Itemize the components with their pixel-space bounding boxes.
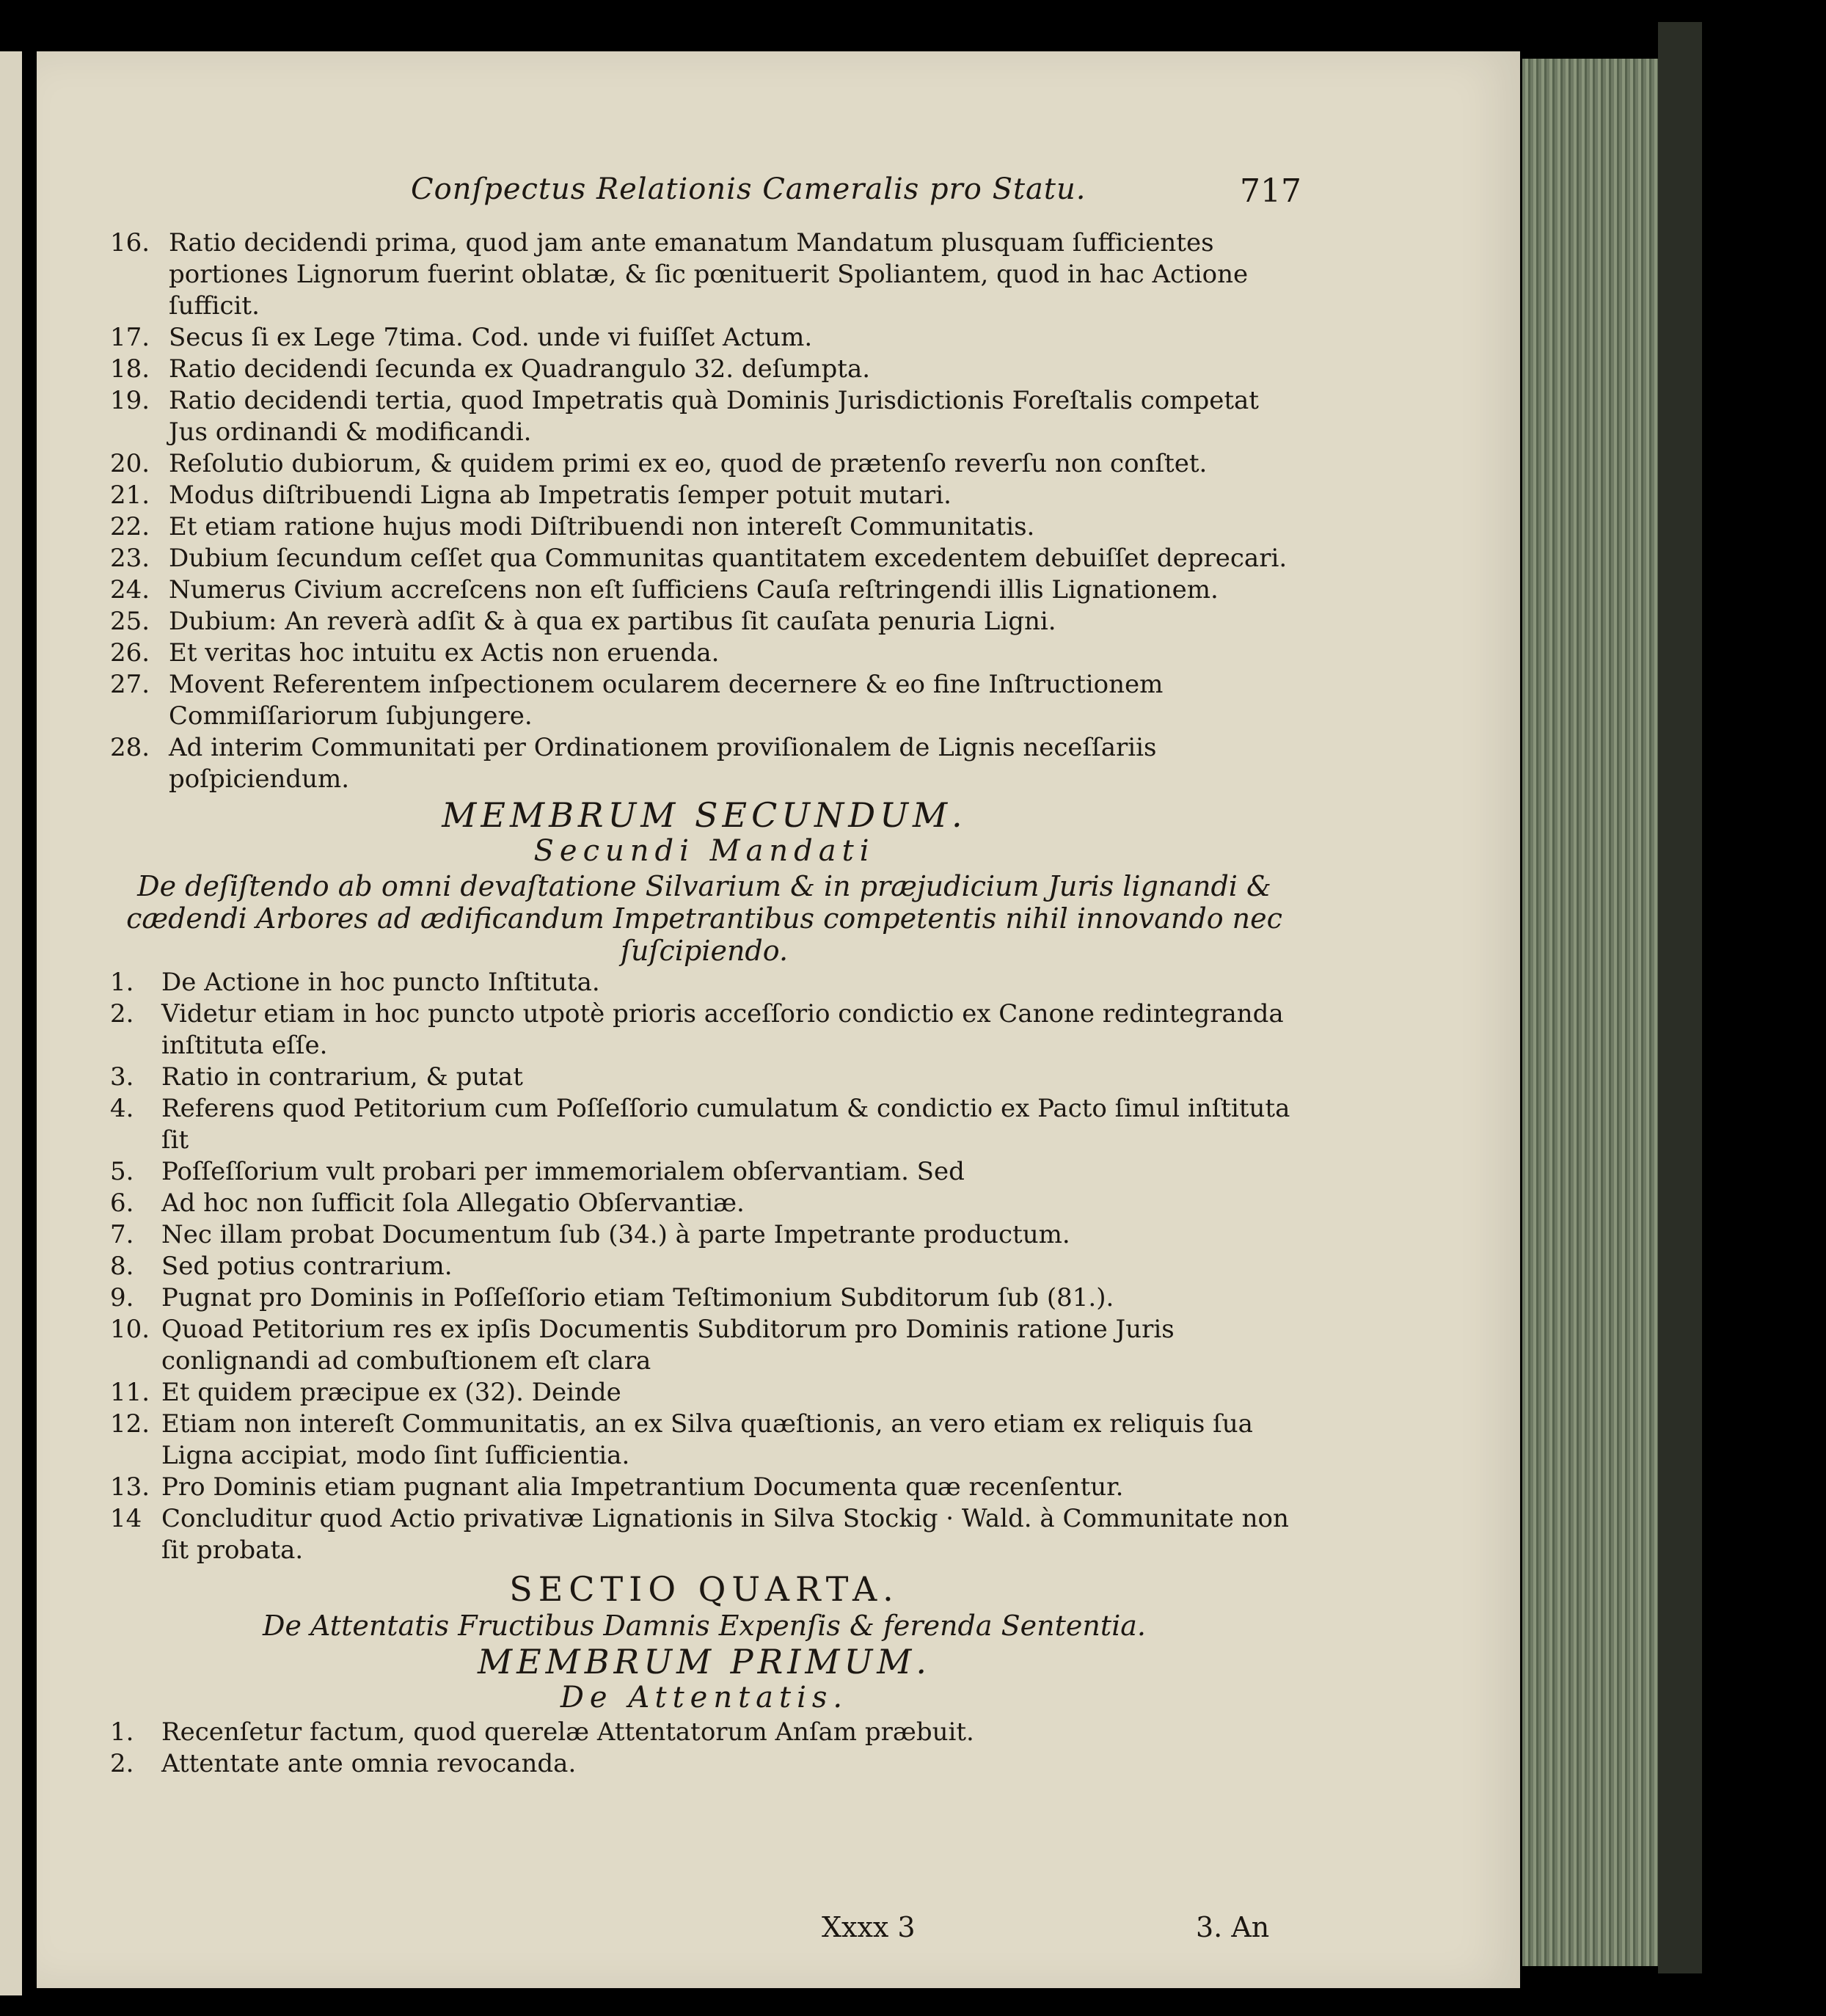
item-number: 6. bbox=[110, 1188, 134, 1218]
item-number: 27. bbox=[110, 670, 150, 699]
item-number: 14 bbox=[110, 1504, 142, 1533]
list-item bbox=[110, 1188, 1299, 1219]
page-number: 717 bbox=[1240, 172, 1301, 210]
item-text: Attentate ante omnia revocanda. bbox=[161, 1749, 577, 1778]
page-body bbox=[110, 227, 1299, 1780]
item-number: 17. bbox=[110, 323, 150, 352]
membrum-secundum-heading: MEMBRUM SECUNDUM. bbox=[442, 795, 967, 835]
list-item bbox=[110, 511, 1299, 543]
list-item bbox=[110, 574, 1299, 606]
list-item bbox=[110, 543, 1299, 574]
item-text: Pro Dominis etiam pugnant alia Impetrantium Documenta quæ recenſentur. bbox=[161, 1472, 1124, 1502]
item-number: 8. bbox=[110, 1252, 134, 1281]
list-item bbox=[110, 227, 1299, 322]
item-text: Ratio decidendi tertia, quod Impetratis quà Dominis Jurisdictionis Foreſtalis competat Jus ordinandi & modificandi. bbox=[169, 386, 1259, 447]
item-number: 13. bbox=[110, 1472, 150, 1502]
item-text: Dubium ſecundum ceſſet qua Communitas quantitatem excedentem debuiſſet deprecari. bbox=[169, 544, 1288, 573]
membrum-primum-list bbox=[110, 227, 1299, 795]
item-text: Recenſetur factum, quod querelæ Attentatorum Anſam præbuit. bbox=[161, 1717, 974, 1747]
sectio-quarta-heading: SECTIO QUARTA. bbox=[509, 1569, 899, 1609]
item-text: Ad hoc non ſufficit ſola Allegatio Obſervantiæ. bbox=[161, 1188, 745, 1218]
left-page-edge bbox=[0, 51, 22, 1995]
list-item bbox=[110, 354, 1299, 385]
list-item bbox=[110, 1503, 1299, 1566]
item-text: Ratio decidendi prima, quod jam ante emanatum Mandatum plusquam ſufficientes portiones Lignorum fuerint oblatæ, & ſic pœnituerit Spoliantem, quod in hac Actione ſufficit. bbox=[169, 228, 1249, 321]
list-item bbox=[110, 967, 1299, 998]
sectio-subheading: De Attentatis. bbox=[560, 1681, 849, 1714]
list-item bbox=[110, 1251, 1299, 1282]
list-item bbox=[110, 322, 1299, 354]
item-text: Referens quod Petitorium cum Poſſeſſorio cumulatum & condictio ex Pacto ſimul inſtituta ſit bbox=[161, 1094, 1290, 1155]
list-item bbox=[110, 606, 1299, 638]
item-text: Dubium: An reverà adſit & à qua ex partibus ſit cauſata penuria Ligni. bbox=[169, 607, 1056, 636]
list-item bbox=[110, 732, 1299, 795]
item-number: 4. bbox=[110, 1094, 134, 1123]
item-number: 10. bbox=[110, 1315, 150, 1344]
item-text: De Actione in hoc puncto Inſtituta. bbox=[161, 968, 600, 997]
list-item bbox=[110, 1409, 1299, 1472]
item-number: 1. bbox=[110, 1717, 134, 1747]
list-item bbox=[110, 385, 1299, 448]
signature-mark: Xxxx 3 bbox=[822, 1911, 916, 1943]
running-head: Conſpectus Relationis Cameralis pro Statu. bbox=[411, 172, 1087, 206]
list-item bbox=[110, 998, 1299, 1062]
item-text: Nec illam probat Documentum ſub (34.) à parte Impetrante productum. bbox=[161, 1220, 1070, 1249]
item-text: Poſſeſſorium vult probari per immemorialem obſervantiam. Sed bbox=[161, 1157, 965, 1186]
item-text: Modus diſtribuendi Ligna ab Impetratis ſemper potuit mutari. bbox=[169, 481, 952, 510]
item-number: 16. bbox=[110, 228, 150, 258]
item-number: 25. bbox=[110, 607, 150, 636]
item-text: Reſolutio dubiorum, & quidem primi ex eo, quod de prætenſo reverſu non conſtet. bbox=[169, 449, 1208, 478]
book-cover bbox=[1658, 22, 1702, 1973]
item-number: 5. bbox=[110, 1157, 134, 1186]
list-item bbox=[110, 1156, 1299, 1188]
item-number: 2. bbox=[110, 1749, 134, 1778]
item-number: 26. bbox=[110, 638, 150, 668]
item-number: 3. bbox=[110, 1062, 134, 1092]
item-number: 12. bbox=[110, 1409, 150, 1439]
item-text: Et quidem præcipue ex (32). Deinde bbox=[161, 1378, 621, 1407]
item-number: 9. bbox=[110, 1283, 134, 1312]
item-number: 19. bbox=[110, 386, 150, 415]
item-number: 24. bbox=[110, 575, 150, 605]
item-number: 7. bbox=[110, 1220, 134, 1249]
item-number: 11. bbox=[110, 1378, 150, 1407]
membrum-secundum-list bbox=[110, 967, 1299, 1566]
item-text: Quoad Petitorium res ex ipſis Documentis Subditorum pro Dominis ratione Juris conlignandi ad combuſtionem eſt clara bbox=[161, 1315, 1175, 1376]
list-item bbox=[110, 480, 1299, 511]
item-number: 18. bbox=[110, 354, 150, 384]
item-number: 1. bbox=[110, 968, 134, 997]
list-item bbox=[110, 1377, 1299, 1409]
list-item bbox=[110, 1093, 1299, 1156]
item-text: Secus ſi ex Lege 7tima. Cod. unde vi fuiſſet Actum. bbox=[169, 323, 813, 352]
item-number: 23. bbox=[110, 544, 150, 573]
item-text: Etiam non intereſt Communitatis, an ex Silva quæſtionis, an vero etiam ex reliquis ſua Ligna accipiat, modo ſint ſufficientia. bbox=[161, 1409, 1253, 1470]
item-number: 28. bbox=[110, 733, 150, 762]
item-text: Concluditur quod Actio privativæ Lignationis in Silva Stockig · Wald. à Communitate non ſit probata. bbox=[161, 1504, 1289, 1565]
item-number: 2. bbox=[110, 999, 134, 1029]
item-text: Ratio decidendi ſecunda ex Quadrangulo 32. deſumpta. bbox=[169, 354, 871, 384]
list-item bbox=[110, 1472, 1299, 1503]
item-number: 22. bbox=[110, 512, 150, 541]
catchword: 3. An bbox=[1196, 1911, 1270, 1943]
sectio-membrum-heading: MEMBRUM PRIMUM. bbox=[477, 1642, 932, 1681]
item-text: Et veritas hoc intuitu ex Actis non eruenda. bbox=[169, 638, 720, 668]
list-item bbox=[110, 1062, 1299, 1093]
membrum-secundum-subheading: Secundi Mandati bbox=[533, 834, 875, 868]
item-number: 21. bbox=[110, 481, 150, 510]
item-number: 20. bbox=[110, 449, 150, 478]
sectio-quarta-list bbox=[110, 1717, 1299, 1780]
item-text: Ad interim Communitati per Ordinationem proviſionalem de Lignis neceſſariis poſpiciendum. bbox=[169, 733, 1157, 794]
list-item bbox=[110, 1314, 1299, 1377]
list-item bbox=[110, 669, 1299, 732]
list-item bbox=[110, 1748, 1299, 1780]
item-text: Pugnat pro Dominis in Poſſeſſorio etiam Teſtimonium Subditorum ſub (81.). bbox=[161, 1283, 1114, 1312]
list-item bbox=[110, 1219, 1299, 1251]
list-item bbox=[110, 448, 1299, 480]
item-text: Ratio in contrarium, & putat bbox=[161, 1062, 523, 1092]
list-item bbox=[110, 1717, 1299, 1748]
membrum-secundum-title: De deſiſtendo ab omni devaſtatione Silvarium & in præjudicium Juris lignandi & cædendi Arbores ad ædificandum Impetrantibus competentis nihil innovando nec ſuſcipiendo. bbox=[126, 870, 1282, 967]
item-text: Numerus Civium accreſcens non eſt ſufficiens Cauſa reſtringendi illis Lignationem. bbox=[169, 575, 1219, 605]
item-text: Movent Referentem inſpectionem ocularem decernere & eo fine Inſtructionem Commiſſariorum ſubjungere. bbox=[169, 670, 1164, 731]
item-text: Et etiam ratione hujus modi Diſtribuendi non intereſt Communitatis. bbox=[169, 512, 1035, 541]
sectio-quarta-title: De Attentatis Fructibus Damnis Expenſis & ferenda Sententia. bbox=[263, 1610, 1146, 1642]
item-text: Videtur etiam in hoc puncto utpotè prioris acceſſorio condictio ex Canone redintegranda inſtituta eſſe. bbox=[161, 999, 1284, 1060]
item-text: Sed potius contrarium. bbox=[161, 1252, 453, 1281]
list-item bbox=[110, 638, 1299, 669]
list-item bbox=[110, 1282, 1299, 1314]
